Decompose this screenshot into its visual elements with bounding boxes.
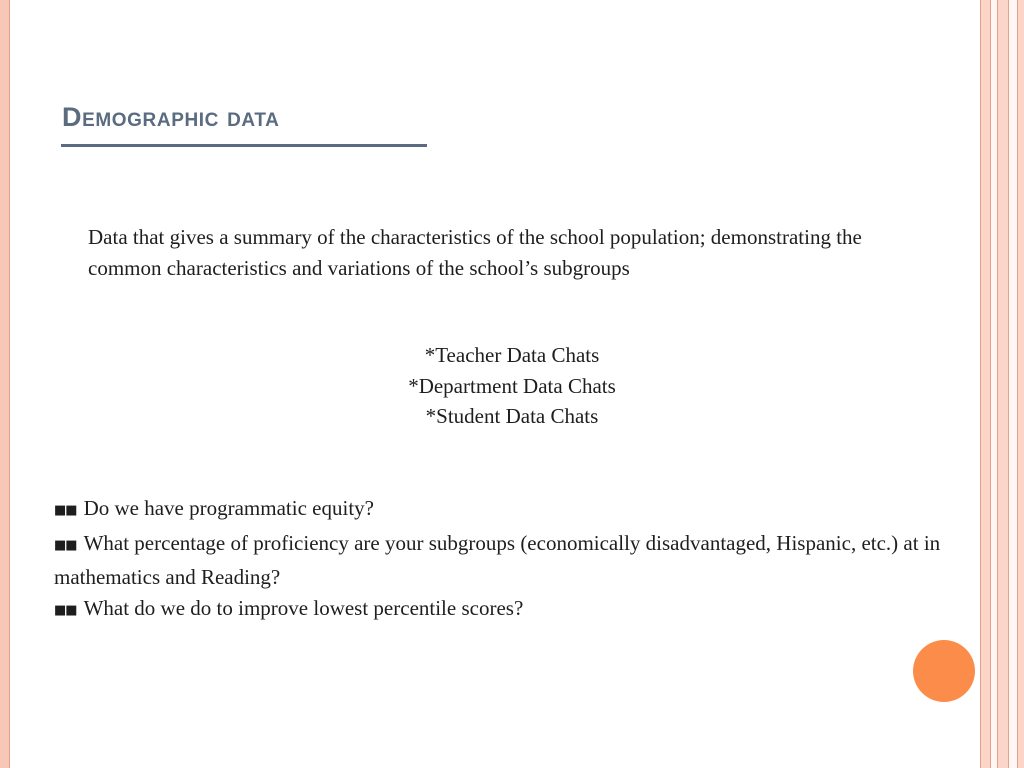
stripe-fill <box>998 0 1008 768</box>
stripe-fill <box>981 0 990 768</box>
data-chat-item: *Department Data Chats <box>408 373 616 398</box>
square-bullet-icon: ■■ <box>54 602 77 618</box>
stripe-fill <box>1018 0 1024 768</box>
question-text: Do we have programmatic equity? <box>83 496 374 520</box>
data-chats-list <box>312 340 712 432</box>
question-list <box>54 493 944 627</box>
data-chat-item: *Student Data Chats <box>425 404 599 428</box>
orange-circle-decoration <box>913 640 975 702</box>
slide-title: Demographic data <box>62 102 280 132</box>
square-bullet-icon: ■■ <box>54 537 77 553</box>
question-item <box>54 493 944 528</box>
question-text: What do we do to improve lowest percentile scores? <box>83 595 524 620</box>
question-text: What percentage of proficiency are your subgroups (economically disadvantaged, Hispanic, etc.) at in mathematics and Reading? <box>54 530 941 589</box>
definition-text: Data that gives a summary of the characteristics of the school population; demonstrating the common characteristics and variations of the school’s subgroups <box>88 225 862 280</box>
right-stripe-border <box>980 0 1024 768</box>
left-border-decoration <box>0 0 10 768</box>
question-item <box>54 528 944 593</box>
square-bullet-icon: ■■ <box>54 503 77 518</box>
title-underline <box>61 144 427 147</box>
stripe-gap <box>1009 0 1017 768</box>
question-item <box>54 593 944 628</box>
data-chat-item: *Teacher Data Chats <box>424 343 600 367</box>
